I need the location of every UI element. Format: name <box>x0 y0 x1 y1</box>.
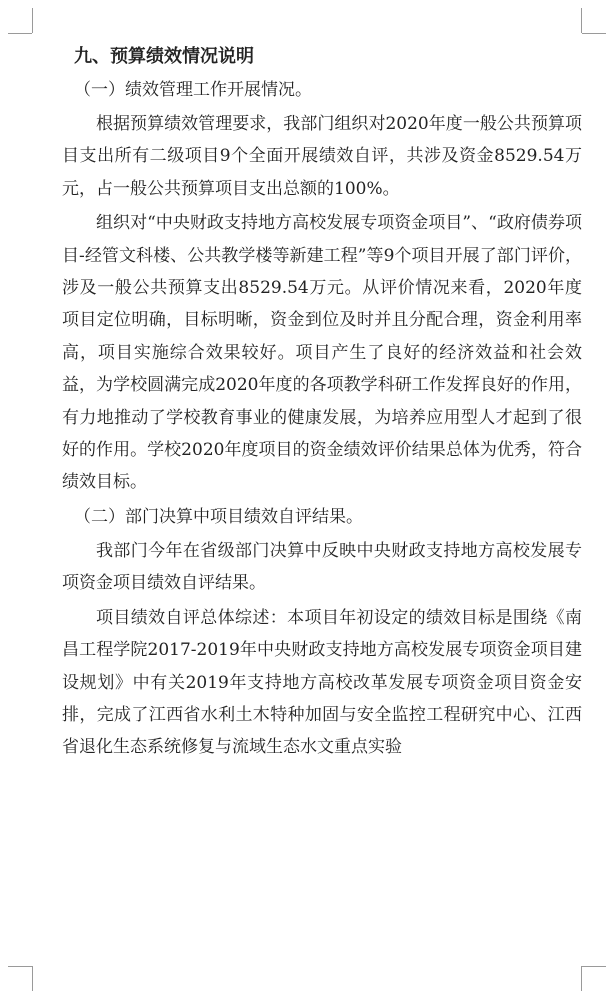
crop-mark-bottom-right <box>581 966 582 991</box>
crop-mark-top-right <box>581 8 582 33</box>
crop-mark-bottom-left <box>8 966 32 967</box>
paragraph-4: 项目绩效自评总体综述：本项目年初设定的绩效目标是围绕《南昌工程学院2017-2019年中央财政支持地方高校发展专项资金项目建设规划》中有关2019年支持地方高校改革发展专项资金项目资金安排，完成了江西省水利土木特种加固与安全监控工程研究中心、江西省退化生态系统修复与流域生态水文重点实验 <box>62 607 582 758</box>
subsection-title-2: （二）部门决算中项目绩效自评结果。 <box>74 506 363 527</box>
subsection-title-1: （一）绩效管理工作开展情况。 <box>74 80 312 100</box>
crop-mark-top-right <box>582 33 606 34</box>
crop-mark-top-left <box>32 8 33 33</box>
section-heading: 九、预算绩效情况说明 <box>74 46 254 67</box>
paragraph-2: 组织对“中央财政支持地方高校发展专项资金项目”、“政府债券项目-经管文科楼、公共教学楼等新建工程”等9个项目开展了部门评价，涉及一般公共预算支出8529.54万元。从评价情况来看，2020年度项目定位明确，目标明晰，资金到位及时并且分配合理，资金利用率高，项目实施综合效果较好。项目产生了良好的经济效益和社会效益，为学校圆满完成2020年度的各项教学科研工作发挥良好的作用，有力地推动了学校教育事业的健康发展，为培养应用型人才起到了很好的作用。学校2020年度项目的资金绩效评价结果总体为优秀，符合绩效目标。 <box>62 213 582 493</box>
document-body <box>62 42 582 766</box>
paragraph-3: 我部门今年在省级部门决算中反映中央财政支持地方高校发展专项资金项目绩效自评结果。 <box>62 540 582 594</box>
paragraph-1: 根据预算绩效管理要求，我部门组织对2020年度一般公共预算项目支出所有二级项目9个全面开展绩效自评，共涉及资金8529.54万元，占一般公共预算项目支出总额的100%。 <box>62 114 582 199</box>
crop-mark-bottom-left <box>32 966 33 991</box>
crop-mark-top-left <box>8 33 32 34</box>
crop-mark-bottom-right <box>582 966 606 967</box>
